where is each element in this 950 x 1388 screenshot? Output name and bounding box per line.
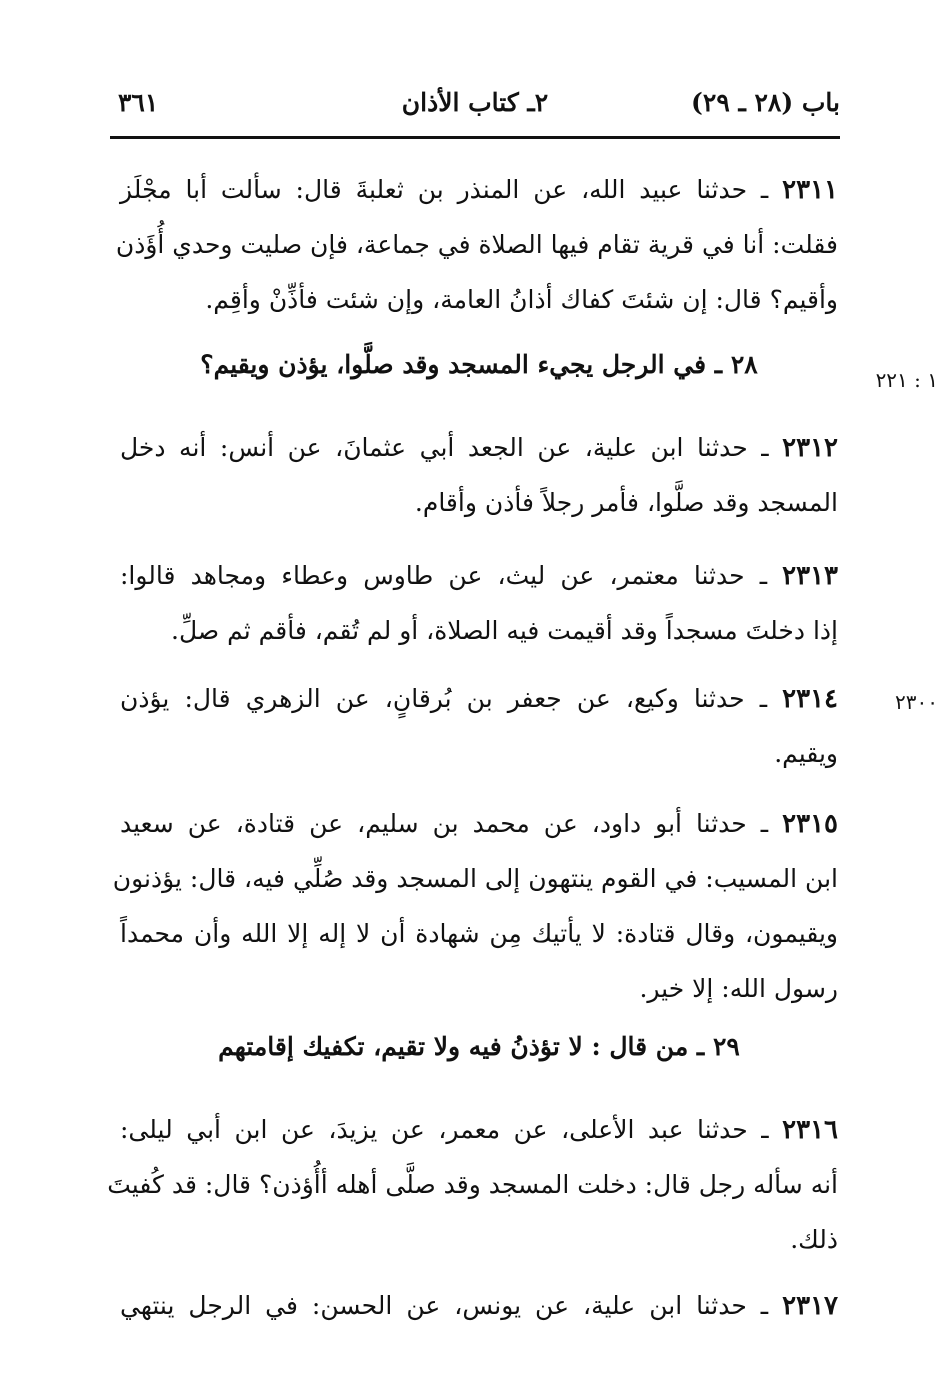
page-header <box>110 88 840 128</box>
text-line: ٢٣١٥ ـ حدثنا أبو داود، عن محمد بن سليم، عن قتادة، عن سعيد <box>120 809 838 839</box>
hadith-number: ٢٣١٥ <box>782 809 838 839</box>
text-line: ابن المسيب: في القوم ينتهون إلى المسجد وقد صُلِّي فيه، قال: يؤذنون <box>112 864 838 893</box>
hadith-2315 <box>112 796 838 1016</box>
chapter-heading-28: ٢٨ ـ في الرجل يجيء المسجد وقد صلَّوا، يؤذن ويقيم؟ <box>200 350 758 379</box>
text-line: ويقيم. <box>774 739 838 768</box>
hadith-2314 <box>120 671 838 781</box>
hadith-number: ٢٣١٧ <box>782 1291 838 1321</box>
text-line: ٢٣١٧ ـ حدثنا ابن علية، عن يونس، عن الحسن: في الرجل ينتهي <box>120 1291 838 1321</box>
hadith-2313 <box>120 548 838 658</box>
page-number: ٣٦١ <box>118 88 159 117</box>
hadith-number: ٢٣١٦ <box>782 1115 838 1145</box>
hadith-2317 <box>120 1278 838 1333</box>
hadith-number: ٢٣١٣ <box>782 561 838 591</box>
text-line: إذا دخلتَ مسجداً وقد أقيمت فيه الصلاة، أو لم تُقم، فأقم ثم صلِّ. <box>171 616 838 645</box>
text-line: ٢٣١٣ ـ حدثنا معتمر، عن ليث، عن طاوس وعطاء ومجاهد قالوا: <box>120 561 838 591</box>
text-line: ٢٣١٦ ـ حدثنا عبد الأعلى، عن معمر، عن يزيدَ، عن ابن أبي ليلى: <box>120 1115 838 1145</box>
chapter-heading-29: ٢٩ ـ من قال : لا تؤذنُ فيه ولا تقيم، تكفيك إقامتهم <box>218 1032 740 1061</box>
text-line: أنه سأله رجل قال: دخلت المسجد وقد صلَّى أهله أأُؤذن؟ قال: قد كُفيتَ <box>107 1170 838 1199</box>
margin-note: ١ : ٢٢١ <box>875 368 938 392</box>
text-line: رسول الله: إلا خير. <box>639 974 838 1003</box>
hadith-number: ٢٣١٤ <box>782 684 839 714</box>
hadith-2312 <box>120 420 838 530</box>
text-line: ٢٣١١ ـ حدثنا عبيد الله، عن المنذر بن ثعلبةَ قال: سألت أبا مجْلَز <box>120 175 839 205</box>
text-line: ذلك. <box>790 1225 838 1254</box>
header-rule <box>110 136 840 139</box>
hadith-2311 <box>115 162 839 327</box>
text-line: ٢٣١٢ ـ حدثنا ابن علية، عن الجعد أبي عثمانَ، عن أنس: أنه دخل <box>120 433 838 463</box>
hadith-number: ٢٣١١ <box>782 175 839 205</box>
chapter-range: باب (٢٨ ـ ٢٩) <box>691 88 840 117</box>
margin-note: ٢٣٠٠ <box>895 690 938 714</box>
hadith-2316 <box>107 1102 838 1267</box>
text-line: ويقيمون، وقال قتادة: لا يأتيك مِن شهادة أن لا إله إلا الله وأن محمداً <box>120 919 838 948</box>
text-line: المسجد وقد صلَّوا، فأمر رجلاً فأذن وأقام. <box>414 488 838 517</box>
hadith-number: ٢٣١٢ <box>782 433 838 463</box>
book-title: ٢ـ كتاب الأذان <box>401 88 549 117</box>
text-line: وأقيم؟ قال: إن شئتَ كفاك أذانُ العامة، وإن شئت فأذِّنْ وأقِم. <box>205 285 838 314</box>
text-line: فقلت: أنا في قرية تقام فيها الصلاة في جماعة، فإن صليت وحدي أُؤَذن <box>115 230 838 259</box>
text-line: ٢٣١٤ ـ حدثنا وكيع، عن جعفر بن بُرقانٍ، عن الزهري قال: يؤذن <box>120 684 839 714</box>
